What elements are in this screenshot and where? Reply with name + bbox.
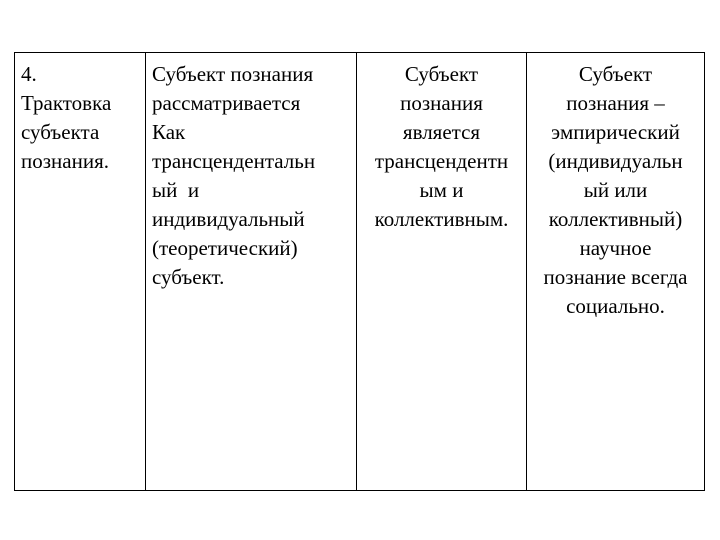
cell-line: познания. [21,149,109,173]
cell-line: ый и [152,178,200,202]
cell-line: Субъект [578,62,653,86]
cell-line: познание всегда [543,265,688,289]
cell-line: трансцендентальн [152,149,316,173]
cell-line: Как [152,120,186,144]
cell-column-3 [357,53,527,490]
cell-line: коллективный) [548,207,683,231]
cell-line: эмпирический [551,120,680,144]
cell-column-4 [527,53,704,490]
cell-line: коллективным. [374,207,509,231]
cell-line: Трактовка [21,91,112,115]
cell-line: познания – [566,91,665,115]
cell-line: (теоретический) [152,236,298,260]
comparison-table [14,52,705,491]
cell-line: (индивидуальн [548,149,683,173]
cell-line: индивидуальный [152,207,305,231]
cell-line: субъект. [152,265,225,289]
cell-line: 4. [21,62,37,86]
cell-line: Субъект [404,62,479,86]
cell-line: ый или [583,178,648,202]
cell-criterion [15,53,146,490]
cell-line: рассматривается [152,91,301,115]
cell-line: Субъект познания [152,62,314,86]
cell-column-2 [146,53,357,490]
cell-line: познания [400,91,483,115]
cell-line: научное [579,236,652,260]
cell-line: социально. [566,294,665,318]
cell-line: трансцендентн [374,149,509,173]
cell-line: субъекта [21,120,100,144]
cell-line: ым и [419,178,464,202]
cell-line: является [402,120,481,144]
